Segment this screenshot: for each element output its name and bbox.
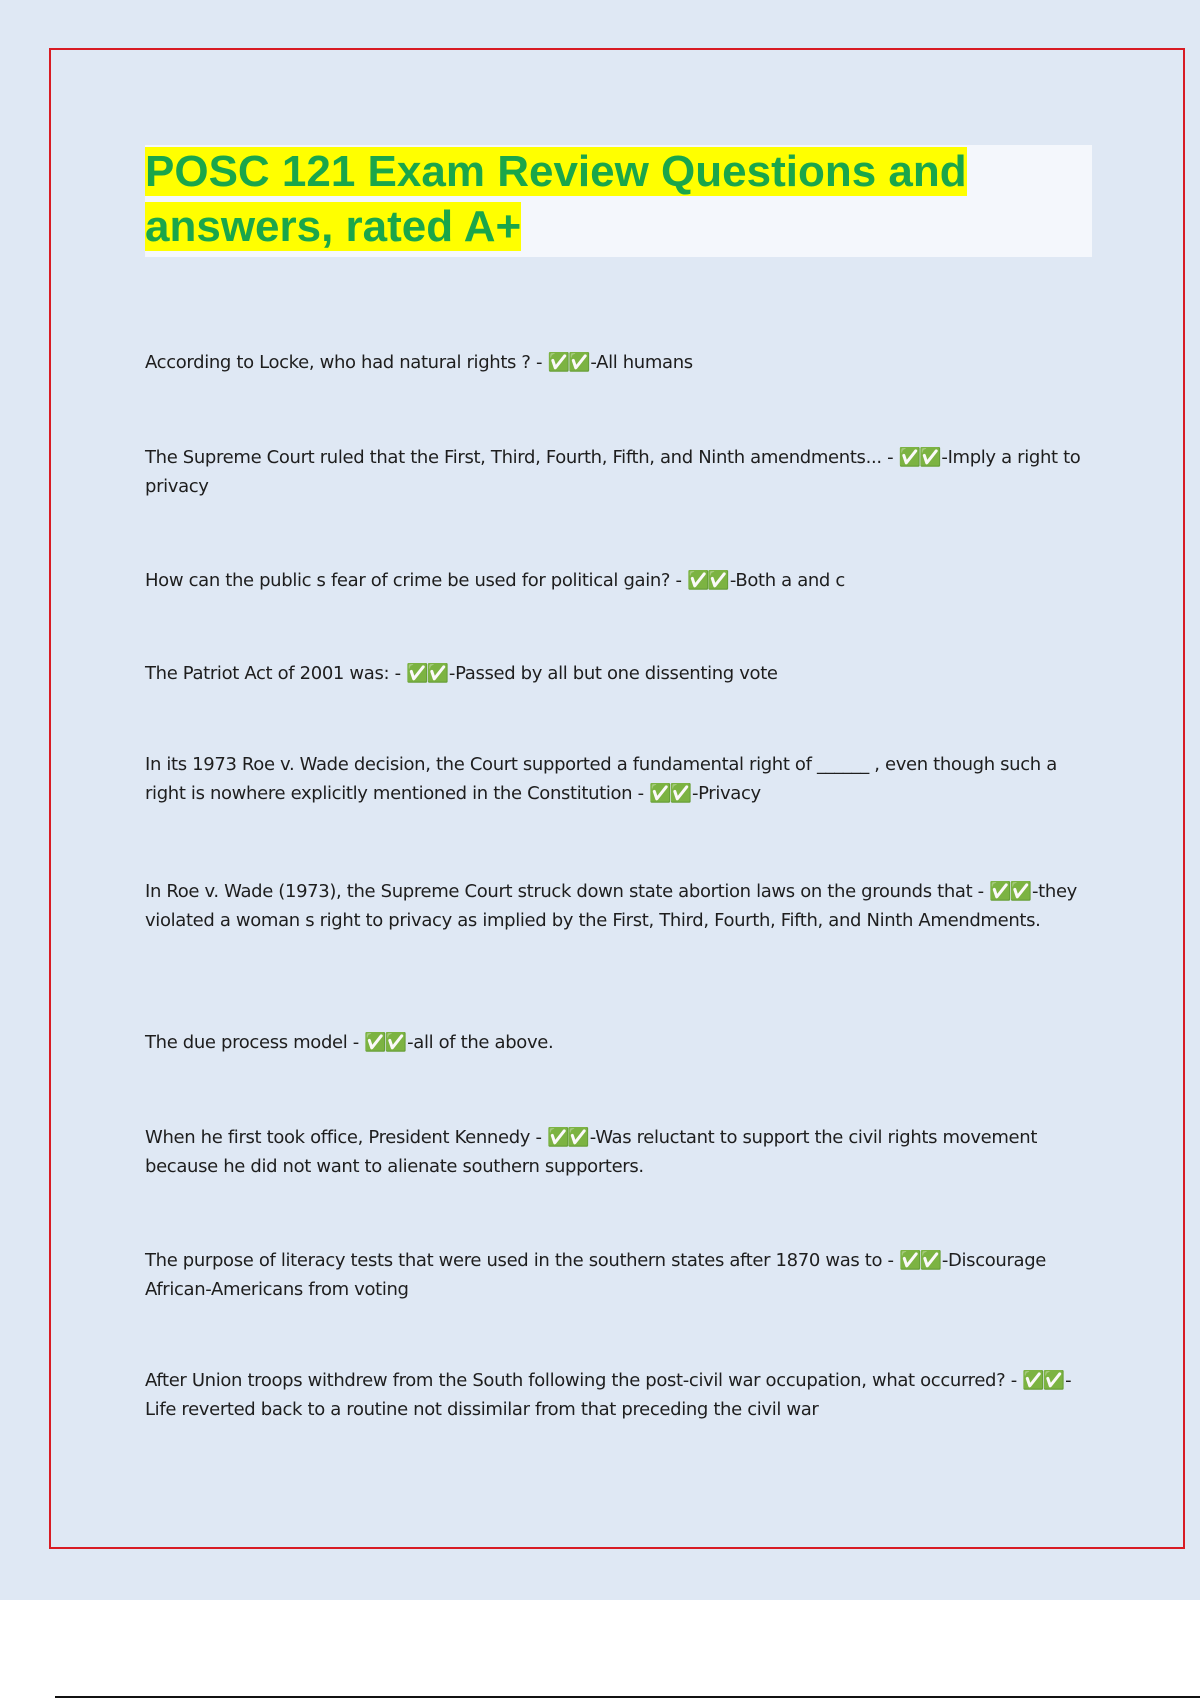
double-check-icon: ✅✅ [989,881,1031,902]
double-check-icon: ✅✅ [1022,1370,1064,1391]
bottom-divider-line [55,1696,1200,1698]
qa-item-6 [145,877,1085,935]
qa-item-7 [145,1028,1085,1057]
question-text: According to Locke, who had natural rights ? - [145,352,548,373]
double-check-icon: ✅✅ [649,783,690,804]
document-title [145,144,1085,254]
question-text: When he first took office, President Kennedy - [145,1127,547,1148]
answer-text: -Life reverted back to a routine not dissimilar from that preceding the civil war [145,1370,1072,1420]
qa-item-10 [145,1366,1085,1424]
question-text: After Union troops withdrew from the South following the post-civil war occupation, what occurred? - [145,1370,1023,1391]
double-check-icon: ✅✅ [546,1127,588,1148]
question-text: The Patriot Act of 2001 was: - [145,663,407,684]
title-highlight: POSC 121 Exam Review Questions and answers, rated A+ [145,147,967,251]
answer-text: -Imply a right to privacy [145,447,1081,497]
double-check-icon: ✅✅ [687,570,728,591]
answer-text: -they violated a woman s right to privacy as implied by the First, Third, Fourth, Fifth, and Ninth Amendments. [145,881,1077,931]
qa-item-4 [145,659,1085,688]
qa-item-1 [145,348,1085,377]
answer-text: -Both a and c [729,570,845,591]
answer-text: -All humans [590,352,693,373]
question-text: In its 1973 Roe v. Wade decision, the Court supported a fundamental right of ______ , even though such a right is nowhere explicitly mentioned in the Constitution - [145,754,1057,804]
double-check-icon: ✅✅ [364,1032,406,1053]
qa-item-9 [145,1246,1085,1304]
qa-item-8 [145,1123,1085,1181]
qa-item-3 [145,566,1085,595]
qa-item-2 [145,443,1085,501]
question-text: The purpose of literacy tests that were used in the southern states after 1870 was to - [145,1250,900,1271]
qa-item-5 [145,750,1085,808]
question-text: In Roe v. Wade (1973), the Supreme Court struck down state abortion laws on the grounds that - [145,881,990,902]
double-check-icon: ✅✅ [898,447,940,468]
answer-text: -Discourage African-Americans from voting [145,1250,1047,1300]
double-check-icon: ✅✅ [406,663,447,684]
double-check-icon: ✅✅ [899,1250,940,1271]
question-text: The Supreme Court ruled that the First, Third, Fourth, Fifth, and Ninth amendments... - [145,447,899,468]
question-text: How can the public s fear of crime be used for political gain? - [145,570,688,591]
answer-text: -Was reluctant to support the civil rights movement because he did not want to alienate southern supporters. [145,1127,1038,1177]
double-check-icon: ✅✅ [547,352,589,373]
question-text: The due process model - [145,1032,365,1053]
answer-text: -Privacy [691,783,761,804]
answer-text: -Passed by all but one dissenting vote [448,663,778,684]
answer-text: -all of the above. [407,1032,554,1053]
